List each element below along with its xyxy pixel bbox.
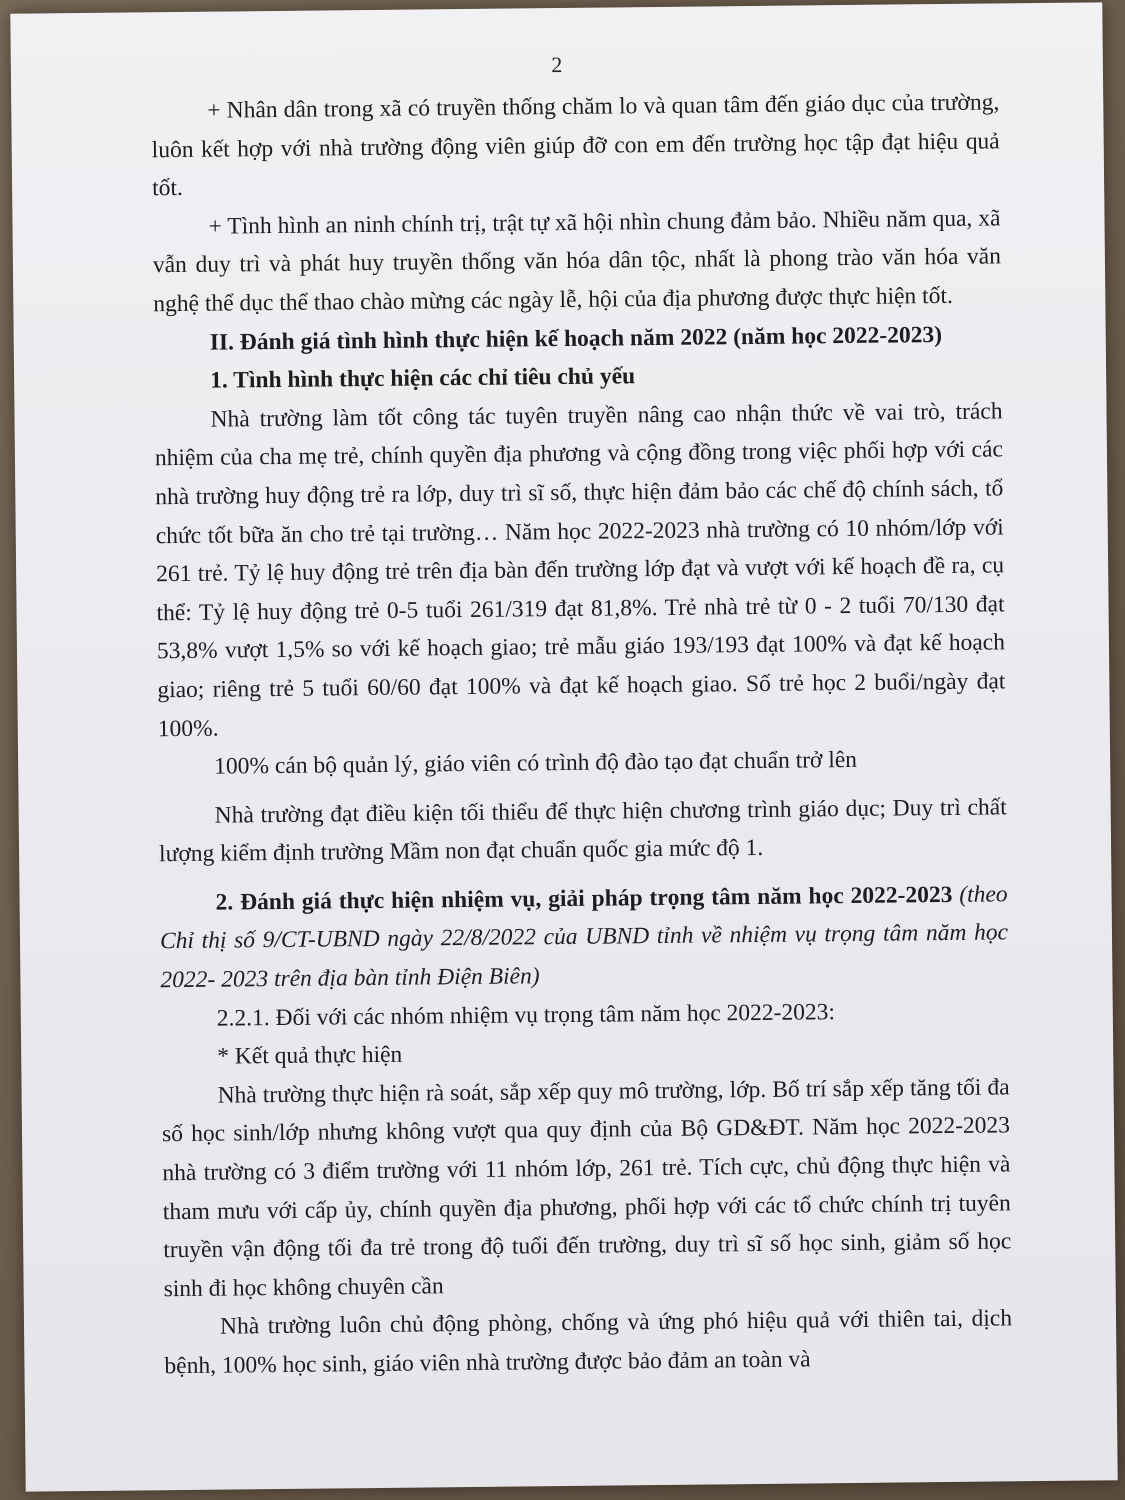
subsection-heading-1: 1. Tình hình thực hiện các chỉ tiêu chủ yếu [210, 363, 636, 394]
paragraph-results-label: * Kết quả thực hiện [217, 1041, 403, 1070]
subsection-heading-2 [159, 875, 1008, 1000]
document-page [10, 2, 1117, 1491]
section-heading-ii: II. Đánh giá tình hình thực hiện kế hoạch năm 2022 (năm học 2022-2023) [209, 321, 943, 356]
paragraph-disaster-prevention: Nhà trường luôn chủ động phòng, chống và ứng phó hiệu quả với thiên tai, dịch bệnh, 100% học sinh, giáo viên nhà trường được bảo đảm an toàn và [164, 1305, 1013, 1380]
subsection-heading-2-bold: 2. Đánh giá thực hiện nhiệm vụ, giải pháp trọng tâm năm học 2022-2023 [215, 881, 953, 916]
paragraph-community-support: + Nhân dân trong xã có truyền thống chăm lo và quan tâm đến giáo dục của trường, luôn kết hợp với nhà trường động viên giúp đỡ con em đến trường học tập đạt hiệu quả tốt. [151, 89, 1000, 202]
page-number: 2 [551, 51, 563, 78]
document-body [151, 83, 1012, 1385]
paragraph-task-groups: 2.2.1. Đối với các nhóm nhiệm vụ trọng tâm năm học 2022-2023: [216, 998, 836, 1032]
paragraph-school-arrangement: Nhà trường thực hiện rà soát, sắp xếp quy mô trường, lớp. Bố trí sắp xếp tăng tối đa số học sinh/lớp nhưng không vượt qua quy định của Bộ GD&ĐT. Năm học 2022-2023 nhà trường có 3 điểm trường với 11 nhóm lớp, 261 trẻ. Tích cực, chủ động thực hiện và tham mưu với cấp ủy, chính quyền địa phương, phối hợp với các tổ chức chính trị tuyên truyền vận động tối đa trẻ trong độ tuổi đến trường, duy trì sĩ số học sinh, giảm số học sinh đi học không chuyên cần [161, 1074, 1012, 1303]
paragraph-minimum-conditions: Nhà trường đạt điều kiện tối thiểu để thực hiện chương trình giáo dục; Duy trì chất lượng kiểm định trường Mầm non đạt chuẩn quốc gia mức độ 1. [158, 794, 1007, 868]
subsection-heading-2-italic: (theo Chỉ thị số 9/CT-UBND ngày 22/8/2022 của UBND tỉnh về nhiệm vụ trọng tâm năm học 2022- 2023 trên địa bàn tỉnh Điện Biên) [159, 881, 1009, 994]
paragraph-staff-qualification: 100% cán bộ quản lý, giáo viên có trình độ đào tạo đạt chuẩn trở lên [214, 747, 858, 780]
paragraph-enrollment: Nhà trường làm tốt công tác tuyên truyền nâng cao nhận thức về vai trò, trách nhiệm của cha mẹ trẻ, chính quyền địa phương và cộng đồng trong việc phối hợp với các nhà trường huy động trẻ ra lớp, duy trì sĩ số, thực hiện đảm bảo các chế độ chính sách, tổ chức tốt bữa ăn cho trẻ tại trường… Năm học 2022-2023 nhà trường có 10 nhóm/lớp với 261 trẻ. Tỷ lệ huy động trẻ trên địa bàn đến trường lớp đạt và vượt với kế hoạch đề ra, cụ thể: Tỷ lệ huy động trẻ 0-5 tuổi 261/319 đạt 81,8%. Trẻ nhà trẻ từ 0 - 2 tuổi 70/130 đạt 53,8% vượt 1,5% so với kế hoạch giao; trẻ mẫu giáo 193/193 đạt 100% và đạt kế hoạch giao; riêng trẻ 5 tuổi 60/60 đạt 100% và đạt kế hoạch giao. Số trẻ học 2 buổi/ngày đạt 100%. [154, 398, 1006, 742]
paragraph-security-situation: + Tình hình an ninh chính trị, trật tự xã hội nhìn chung đảm bảo. Nhiều năm qua, xã vẫn duy trì và phát huy truyền thống văn hóa dân tộc, nhất là phong trào văn hóa văn nghệ thể dục thể thao chào mừng các ngày lễ, hội của địa phương được thực hiện tốt. [152, 205, 1002, 318]
